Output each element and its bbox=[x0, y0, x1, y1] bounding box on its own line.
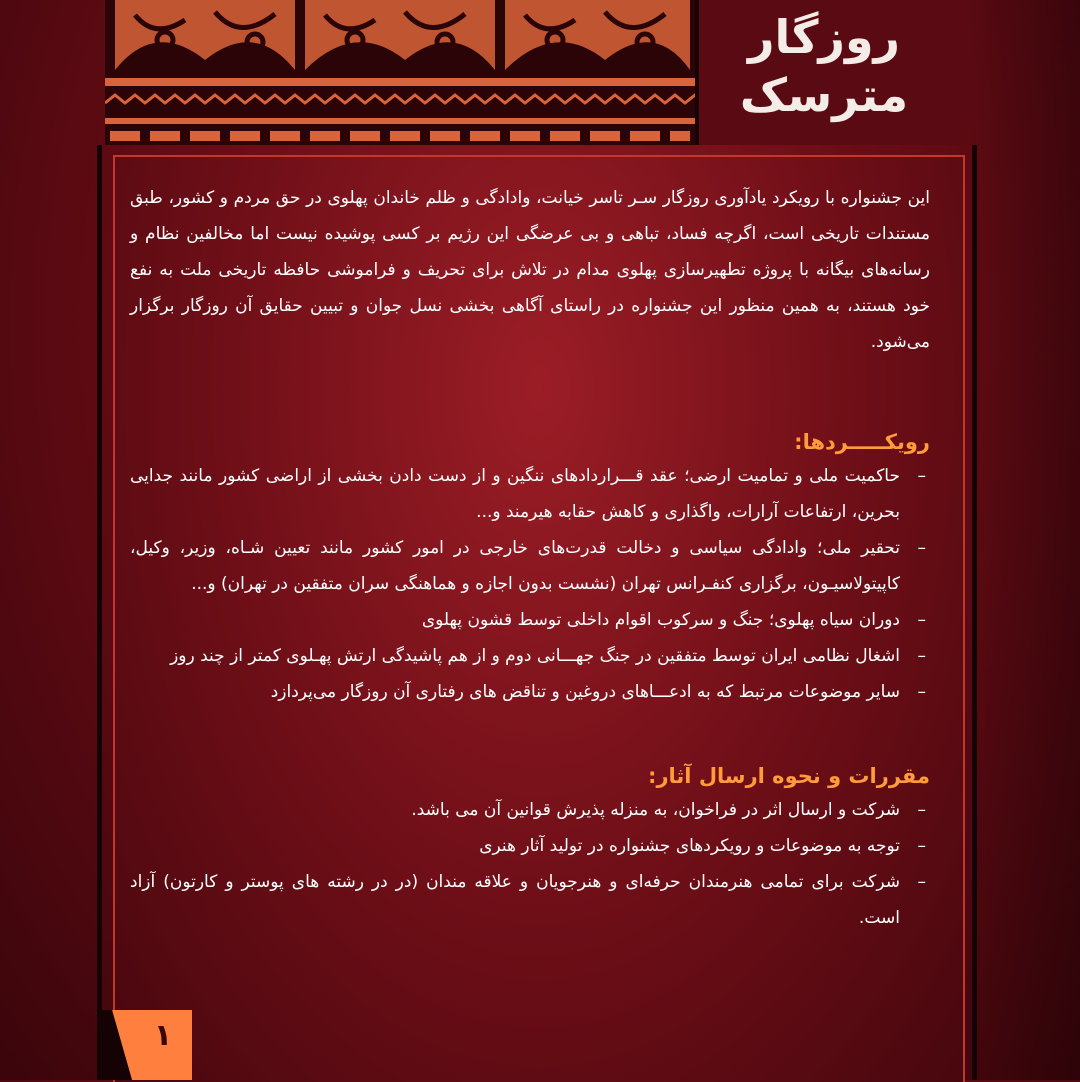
intro-paragraph: این جشنواره با رویکرد یادآوری روزگار سـر تاسر خیانت، وادادگی و ظلم خاندان پهلوی در حق مردم و کشور، طبق مستندات تاریخی است، اگرچه فساد، تباهی و بی عرضگی این رژیم بر کسی پوشیده نیست اما مخالفین نظام و رسانه‌های بیگانه با پروژه تطهیرسازی پهلوی مدام در تلاش برای تحریف و فراموشی حافظه تاریخی ملت به نفع خود هستند، به همین منظور این جشنواره در راستای آگاهی بخشی نسل جوان و تبیین حقایق آن روزگار برگزار می‌شود. bbox=[130, 188, 930, 352]
arabesque-ornament-icon bbox=[105, 0, 695, 145]
list-item: – توجه به موضوعات و رویکردهای جشنواره در تولید آثار هنری bbox=[130, 828, 930, 864]
list-item: – حاکمیت ملی و تمامیت ارضی؛ عقد قـــراردادهای ننگین و از دست دادن بخشی از اراضی کشور مانند جدایی بحرین، ارتفاعات آرارات، واگذاری و کاهش حقابه هیرمند و... bbox=[130, 458, 930, 530]
list-item: – سایر موضوعات مرتبط که به ادعـــاهای دروغین و تناقض های رفتاری آن روزگار می‌پردازد bbox=[130, 674, 930, 710]
document-body bbox=[130, 180, 930, 936]
decorative-ornament-band bbox=[105, 0, 699, 145]
edge-shadow bbox=[965, 0, 1080, 1080]
list-item: – دوران سیاه پهلوی؛ جنگ و سرکوب اقوام داخلی توسط قشون پهلوی bbox=[130, 602, 930, 638]
approaches-heading: رویکـــــردها: bbox=[794, 430, 930, 454]
list-item: – شرکت و ارسال اثر در فراخوان، به منزله پذیرش قوانین آن می باشد. bbox=[130, 792, 930, 828]
festival-logo bbox=[709, 8, 939, 124]
logo-line-1: روزگار bbox=[747, 10, 901, 64]
approaches-list bbox=[130, 458, 930, 710]
list-item: – شرکت برای تمامی هنرمندان حرفه‌ای و هنرجویان و علاقه مندان (در در رشته های پوستر و کارتون) آزاد است. bbox=[130, 864, 930, 936]
logo-line-2: مترسک bbox=[739, 68, 909, 122]
rules-heading: مقررات و نحوه ارسال آثار: bbox=[648, 764, 930, 788]
logo-panel bbox=[695, 0, 969, 145]
list-item: – اشغال نظامی ایران توسط متفقین در جنگ جهـــانی دوم و از هم پاشیدگی ارتش پهـلوی کمتر از چند روز bbox=[130, 638, 930, 674]
page-number: ۱ bbox=[153, 1018, 173, 1053]
list-item: – تحقیر ملی؛ وادادگی سیاسی و دخالت قدرت‌های خارجی در امور کشور مانند تعیین شـاه، وزیر، وکیل، کاپیتولاسیـون، برگزاری کنفـرانس تهران (نشست بدون اجازه و هماهنگی سران متفقین در تهران) و... bbox=[130, 530, 930, 602]
rules-list bbox=[130, 792, 930, 936]
